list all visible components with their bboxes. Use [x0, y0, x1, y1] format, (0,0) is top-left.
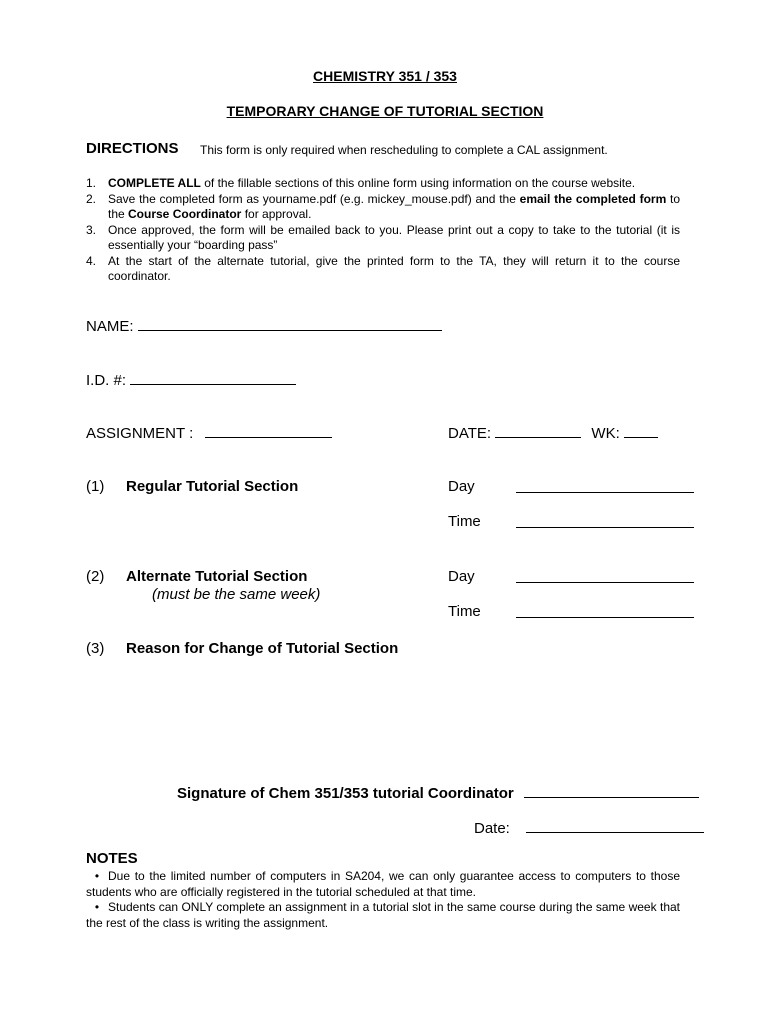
alternate-day-label: Day — [448, 568, 475, 585]
reason-section-label: Reason for Change of Tutorial Section — [126, 640, 399, 657]
regular-time-input-line[interactable] — [516, 513, 694, 528]
directions-item-text: to the — [108, 191, 681, 221]
note-item-2 — [86, 900, 680, 931]
alternate-day-row — [516, 568, 694, 588]
id-field-row — [86, 370, 296, 389]
regular-day-row — [516, 478, 694, 498]
regular-day-label: Day — [448, 478, 475, 495]
directions-item-number: 2. — [86, 191, 97, 206]
directions-item-4 — [86, 254, 680, 285]
directions-item-2 — [86, 192, 680, 223]
note-text-2: Students can ONLY complete an assignment in a tutorial slot in the same course during the same week that the rest of the class is writing the assignment. — [86, 900, 680, 930]
name-input-line[interactable] — [138, 316, 442, 331]
directions-item-text: COMPLETE ALL — [108, 176, 201, 190]
directions-item-number: 1. — [86, 176, 97, 190]
name-label: NAME: — [86, 318, 134, 335]
alternate-section-num: (2) — [86, 568, 105, 585]
bullet-icon: • — [94, 900, 100, 914]
reason-section-num: (3) — [86, 640, 105, 657]
signature-date-row — [474, 818, 704, 837]
note-text-1: Due to the limited number of computers in SA204, we can only guarantee access to computers to those students who are officially registered in the tutorial scheduled at that time. — [86, 869, 680, 899]
directions-item-text: Course Coordinator — [128, 207, 242, 221]
signature-date-input-line[interactable] — [526, 818, 704, 833]
alternate-time-input-line[interactable] — [516, 603, 694, 618]
notes-heading: NOTES — [86, 850, 138, 867]
wk-input-line[interactable] — [624, 423, 658, 438]
directions-item-text: of the fillable sections of this online form using information on the course website. — [200, 176, 636, 190]
alternate-section-label: Alternate Tutorial Section — [126, 568, 308, 585]
id-label: I.D. #: — [86, 372, 127, 389]
alternate-time-label: Time — [448, 603, 481, 620]
course-title: CHEMISTRY 351 / 353 — [313, 68, 457, 84]
date-wk-row — [448, 423, 658, 442]
id-input-line[interactable] — [130, 370, 296, 385]
directions-item-text: for approval. — [241, 207, 312, 221]
bullet-icon: • — [94, 869, 100, 883]
directions-item-3 — [86, 223, 680, 254]
reason-input-area[interactable] — [126, 665, 686, 770]
regular-time-label: Time — [448, 513, 481, 530]
alternate-day-input-line[interactable] — [516, 568, 694, 583]
regular-section-label: Regular Tutorial Section — [126, 478, 299, 495]
signature-row — [177, 783, 699, 802]
directions-intro: This form is only required when rescheduling to complete a CAL assignment. — [200, 143, 608, 157]
assignment-label: ASSIGNMENT : — [86, 425, 194, 442]
assignment-field-row — [86, 423, 332, 442]
note-item-1 — [86, 869, 680, 900]
directions-item-number: 4. — [86, 253, 97, 268]
signature-input-line[interactable] — [524, 783, 699, 798]
directions-item-1 — [86, 176, 680, 192]
directions-item-number: 3. — [86, 222, 97, 237]
date-label: DATE: — [448, 425, 492, 442]
signature-label: Signature of Chem 351/353 tutorial Coordinator — [177, 785, 514, 802]
directions-heading: DIRECTIONS — [86, 140, 179, 157]
alternate-time-row — [516, 603, 694, 623]
directions-item-text: Once approved, the form will be emailed back to you. Please print out a copy to take to the tutorial (it is essentially your “boarding pass” — [108, 222, 680, 252]
form-title: TEMPORARY CHANGE OF TUTORIAL SECTION — [226, 103, 544, 119]
directions-list — [86, 176, 680, 285]
directions-item-text: email the completed form — [519, 191, 667, 206]
directions-item-text: Save the completed form as yourname.pdf (e.g. mickey_mouse.pdf) and the — [108, 191, 520, 206]
signature-date-label: Date: — [474, 820, 510, 837]
date-input-line[interactable] — [495, 423, 581, 438]
regular-time-row — [516, 513, 694, 533]
name-field-row — [86, 316, 442, 335]
regular-day-input-line[interactable] — [516, 478, 694, 493]
assignment-input-line[interactable] — [205, 423, 332, 438]
directions-item-text: At the start of the alternate tutorial, give the printed form to the TA, they will return it to the course coordinator. — [108, 253, 680, 283]
alternate-section-sublabel: (must be the same week) — [152, 586, 321, 603]
regular-section-num: (1) — [86, 478, 105, 495]
wk-label: WK: — [591, 425, 620, 442]
